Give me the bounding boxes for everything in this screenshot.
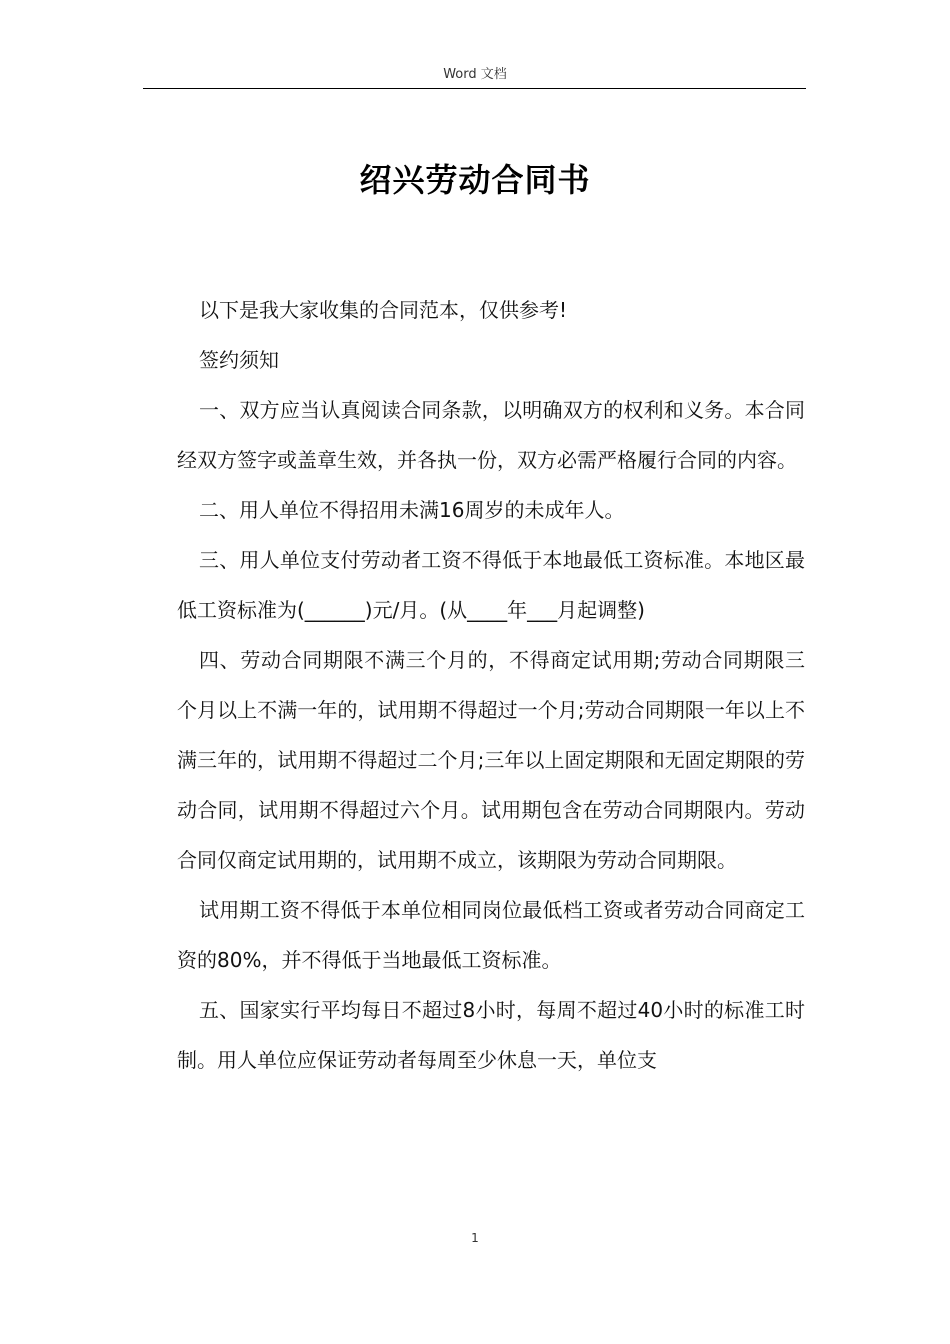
- document-title: 绍兴劳动合同书: [359, 161, 591, 199]
- paragraph-clause-1: 一、双方应当认真阅读合同条款，以明确双方的权利和义务。本合同经双方签字或盖章生效，并各执一份，双方必需严格履行合同的内容。: [177, 398, 805, 472]
- paragraph-signing-notice-heading: 签约须知: [199, 348, 279, 372]
- paragraph-intro: 以下是我大家收集的合同范本，仅供参考!: [199, 298, 568, 322]
- paragraph-clause-3: 三、用人单位支付劳动者工资不得低于本地最低工资标准。本地区最低工资标准为(______)元/月。(从____年___月起调整): [177, 548, 805, 622]
- page-number: 1: [471, 1231, 479, 1245]
- header-divider: [143, 88, 806, 89]
- paragraph-clause-4: 四、劳动合同期限不满三个月的，不得商定试用期;劳动合同期限三个月以上不满一年的，试用期不得超过一个月;劳动合同期限一年以上不满三年的，试用期不得超过二个月;三年以上固定期限和无固定期限的劳动合同，试用期不得超过六个月。试用期包含在劳动合同期限内。劳动合同仅商定试用期的，试用期不成立，该期限为劳动合同期限。: [177, 648, 805, 872]
- paragraph-clause-2: 二、用人单位不得招用未满16周岁的未成年人。: [199, 498, 625, 522]
- paragraph-probation-wage: 试用期工资不得低于本单位相同岗位最低档工资或者劳动合同商定工资的80%，并不得低于当地最低工资标准。: [177, 898, 805, 972]
- paragraph-clause-5: 五、国家实行平均每日不超过8小时，每周不超过40小时的标准工时制。用人单位应保证劳动者每周至少休息一天，单位支: [177, 998, 805, 1072]
- page-header-text: Word 文档: [443, 67, 507, 82]
- document-body: [177, 285, 805, 1085]
